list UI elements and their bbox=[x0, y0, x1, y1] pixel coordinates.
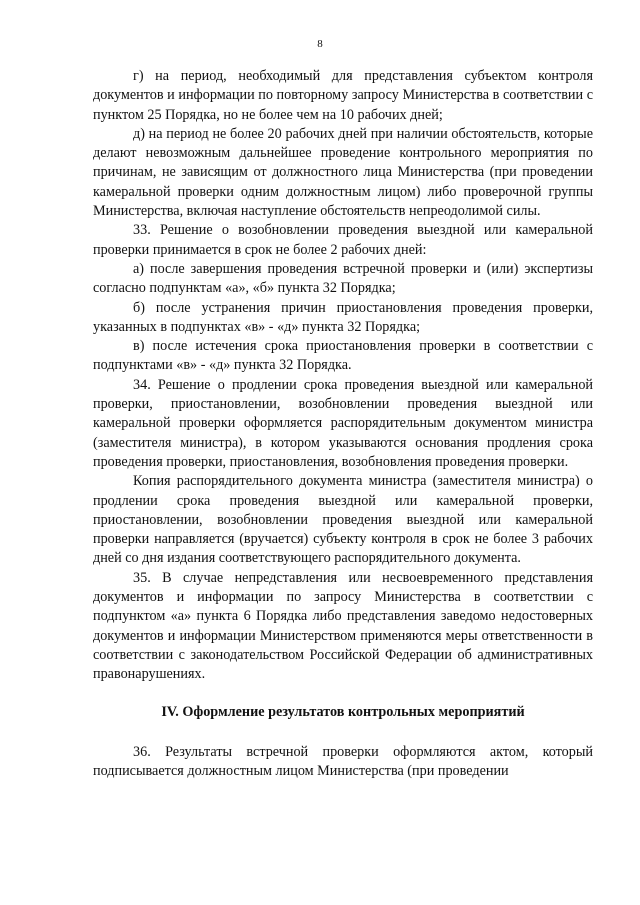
paragraph-33-v: в) после истечения срока приостановления проверки в соответствии с подпунктами «в» - «д» пункта 32 Порядка. bbox=[93, 338, 593, 374]
page-number: 8 bbox=[317, 38, 323, 50]
paragraph-33-b: б) после устранения причин приостановления проведения проверки, указанных в подпунктах «в» - «д» пункта 32 Порядка; bbox=[93, 299, 593, 335]
paragraph-33: 33. Решение о возобновлении проведения выездной или камеральной проверки принимается в срок не более 2 рабочих дней: bbox=[93, 222, 593, 258]
section-heading: IV. Оформление результатов контрольных мероприятий bbox=[161, 703, 525, 720]
paragraph-34: 34. Решение о продлении срока проведения выездной или камеральной проверки, приостановлении, возобновлении проведения выездной или камеральной проверки оформляется распорядительным документом министра (заместителя министра), в котором указываются основания продления срока проведения проверки, приостановления, возобновления проведения проверки. bbox=[93, 376, 593, 470]
paragraph-34-copy: Копия распорядительного документа министра (заместителя министра) о продлении срока проведения выездной или камеральной проверки, приостановлении, возобновлении проведения выездной или камеральной проверки направляется (вручается) субъекту контроля в срок не более 3 рабочих дней со дня издания соответствующего распорядительного документа. bbox=[93, 473, 593, 567]
paragraph-25-g: г) на период, необходимый для представления субъектом контроля документов и информации по повторному запросу Министерства в соответствии с пунктом 25 Порядка, но не более чем на 10 рабочих дней; bbox=[93, 68, 593, 123]
paragraph-35: 35. В случае непредставления или несвоевременного представления документов и информации по запросу Министерства в соответствии с подпунктом «а» пункта 6 Порядка либо представления заведомо недостоверных документов и информации Министерством применяются меры ответственности в соответствии с законодательством Российской Федерации об административных правонарушениях. bbox=[93, 569, 593, 683]
paragraph-33-a: а) после завершения проведения встречной проверки и (или) экспертизы согласно подпунктам «а», «б» пункта 32 Порядка; bbox=[93, 260, 593, 297]
document-body bbox=[93, 67, 593, 781]
paragraph-25-d: д) на период не более 20 рабочих дней при наличии обстоятельств, которые делают невозможным дальнейшее проведение контрольного мероприятия по причинам, не зависящим от должностного лица Министерства (при проведении камеральной проверки одним должностным лицом) либо проверочной группы Министерства, включая наступление обстоятельств непреодолимой силы. bbox=[93, 125, 593, 220]
paragraph-36: 36. Результаты встречной проверки оформляются актом, который подписывается должностным лицом Министерства (при проведении bbox=[93, 743, 593, 780]
